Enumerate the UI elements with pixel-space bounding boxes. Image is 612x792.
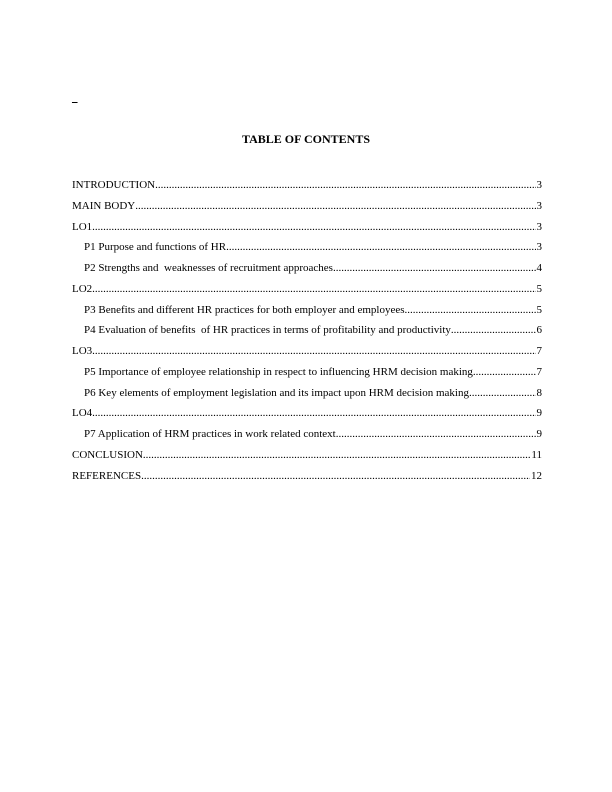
toc-page-number: 11 <box>531 448 542 461</box>
toc-entry-lo4[interactable] <box>72 406 542 427</box>
toc-dot-leader <box>92 282 535 296</box>
toc-entry-introduction[interactable] <box>72 178 542 199</box>
toc-dot-leader <box>155 178 535 192</box>
toc-entry-p3[interactable] <box>72 303 542 324</box>
toc-entry-label: REFERENCES <box>72 469 142 482</box>
toc-entry-conclusion[interactable] <box>72 448 542 469</box>
toc-page-number: 3 <box>536 199 542 212</box>
toc-page-number: 5 <box>536 282 542 295</box>
toc-entry-label: LO1 <box>72 220 93 233</box>
toc-entry-references[interactable] <box>72 469 542 490</box>
toc-page-number: 3 <box>536 220 542 233</box>
toc-entry-label: LO3 <box>72 345 93 357</box>
toc-page-number: 9 <box>536 407 542 420</box>
toc-entry-p4[interactable] <box>72 323 542 344</box>
toc-entry-p6[interactable] <box>72 386 542 407</box>
toc-dot-leader <box>92 344 535 358</box>
toc-entry-label: CONCLUSION <box>72 448 143 461</box>
page-title: TABLE OF CONTENTS <box>241 132 371 146</box>
toc-entry-label: P5 Importance of employee relationship in respect to influencing HRM decision making <box>84 365 473 378</box>
toc-entry-lo2[interactable] <box>72 282 542 303</box>
toc-entry-p7[interactable] <box>72 427 542 448</box>
toc-dot-leader <box>333 261 536 275</box>
table-of-contents <box>72 178 542 489</box>
toc-dot-leader <box>92 220 535 234</box>
top-mark: _ <box>72 92 78 104</box>
toc-page-number: 9 <box>536 428 542 440</box>
toc-entry-label: LO4 <box>72 407 93 420</box>
toc-entry-lo1[interactable] <box>72 220 542 241</box>
toc-entry-main-body[interactable] <box>72 199 542 220</box>
toc-page-number: 7 <box>536 345 542 357</box>
toc-dot-leader <box>92 406 535 420</box>
toc-page-number: 6 <box>536 324 542 337</box>
toc-page-number: 8 <box>536 386 542 399</box>
toc-entry-p2[interactable] <box>72 261 542 282</box>
toc-entry-lo3[interactable] <box>72 344 542 365</box>
toc-entry-label: LO2 <box>72 282 93 295</box>
toc-entry-label: P2 Strengths and weaknesses of recruitment approaches <box>84 262 333 274</box>
toc-entry-p1[interactable] <box>72 240 542 261</box>
toc-dot-leader <box>405 303 536 317</box>
toc-entry-label: P1 Purpose and functions of HR <box>84 241 227 254</box>
toc-page-number: 4 <box>536 262 542 274</box>
toc-entry-label: MAIN BODY <box>72 199 136 212</box>
toc-dot-leader <box>473 365 536 379</box>
toc-page-number: 7 <box>536 365 542 378</box>
toc-dot-leader <box>226 240 535 254</box>
toc-dot-leader <box>135 199 535 213</box>
toc-dot-leader <box>141 469 530 483</box>
toc-dot-leader <box>469 386 536 400</box>
toc-entry-label: P7 Application of HRM practices in work related context <box>84 428 336 440</box>
toc-page-number: 12 <box>531 469 542 482</box>
toc-dot-leader <box>336 427 536 441</box>
toc-page-number: 5 <box>536 303 542 316</box>
toc-dot-leader <box>143 448 531 462</box>
toc-page-number: 3 <box>536 241 542 254</box>
toc-entry-label: P3 Benefits and different HR practices for both employer and employees <box>84 303 405 316</box>
toc-page-number: 3 <box>536 179 542 191</box>
toc-entry-label: P6 Key elements of employment legislation and its impact upon HRM decision making <box>84 386 469 399</box>
toc-entry-label: INTRODUCTION <box>72 179 156 191</box>
toc-entry-label: P4 Evaluation of benefits of HR practices in terms of profitability and productivity <box>84 324 451 337</box>
toc-entry-p5[interactable] <box>72 365 542 386</box>
toc-dot-leader <box>451 323 536 337</box>
